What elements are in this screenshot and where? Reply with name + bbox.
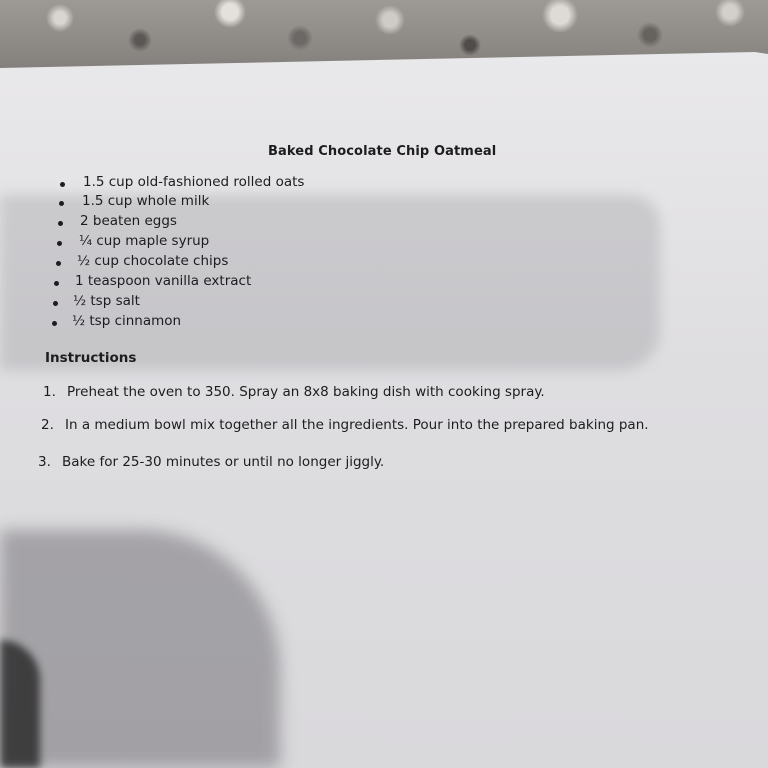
- bullet-icon: [58, 221, 63, 226]
- bullet-icon: [52, 321, 57, 326]
- instruction-step: [38, 454, 384, 470]
- bullet-icon: [56, 261, 61, 266]
- instructions-heading: Instructions: [45, 350, 137, 366]
- bullet-icon: [60, 182, 65, 187]
- step-text: In a medium bowl mix together all the ingredients. Pour into the prepared baking pan.: [65, 417, 649, 433]
- step-number: 2.: [41, 417, 54, 433]
- recipe-title: Baked Chocolate Chip Oatmeal: [268, 144, 497, 159]
- step-number: 1.: [43, 384, 56, 400]
- recipe-document: Baked Chocolate Chip Oatmeal 1.5 cup old-fashioned rolled oats 1.5 cup whole milk 2 beaten eggs ¼ cup maple syrup ½ cup chocolate chips 1 teaspoon vanilla extract ½ tsp salt ½ tsp cinnamon Instructions 1. Preheat the oven to 350. Spray an 8x8 baking dish with cooking spray. 2. In a medium bowl mix together all the ingredients. Pour into the prepared baking pan. 3. Bake for 25-30 minutes or until no longer jiggly.: [38, 144, 649, 470]
- step-text: Bake for 25-30 minutes or until no longer jiggly.: [62, 454, 385, 470]
- bullet-icon: [57, 241, 62, 246]
- instruction-step: [43, 384, 545, 400]
- step-text: Preheat the oven to 350. Spray an 8x8 baking dish with cooking spray.: [67, 384, 545, 400]
- bullet-icon: [54, 281, 59, 286]
- bullet-icon: [53, 301, 58, 306]
- bullet-icon: [59, 201, 64, 206]
- instruction-step: [41, 417, 649, 433]
- step-number: 3.: [38, 454, 51, 470]
